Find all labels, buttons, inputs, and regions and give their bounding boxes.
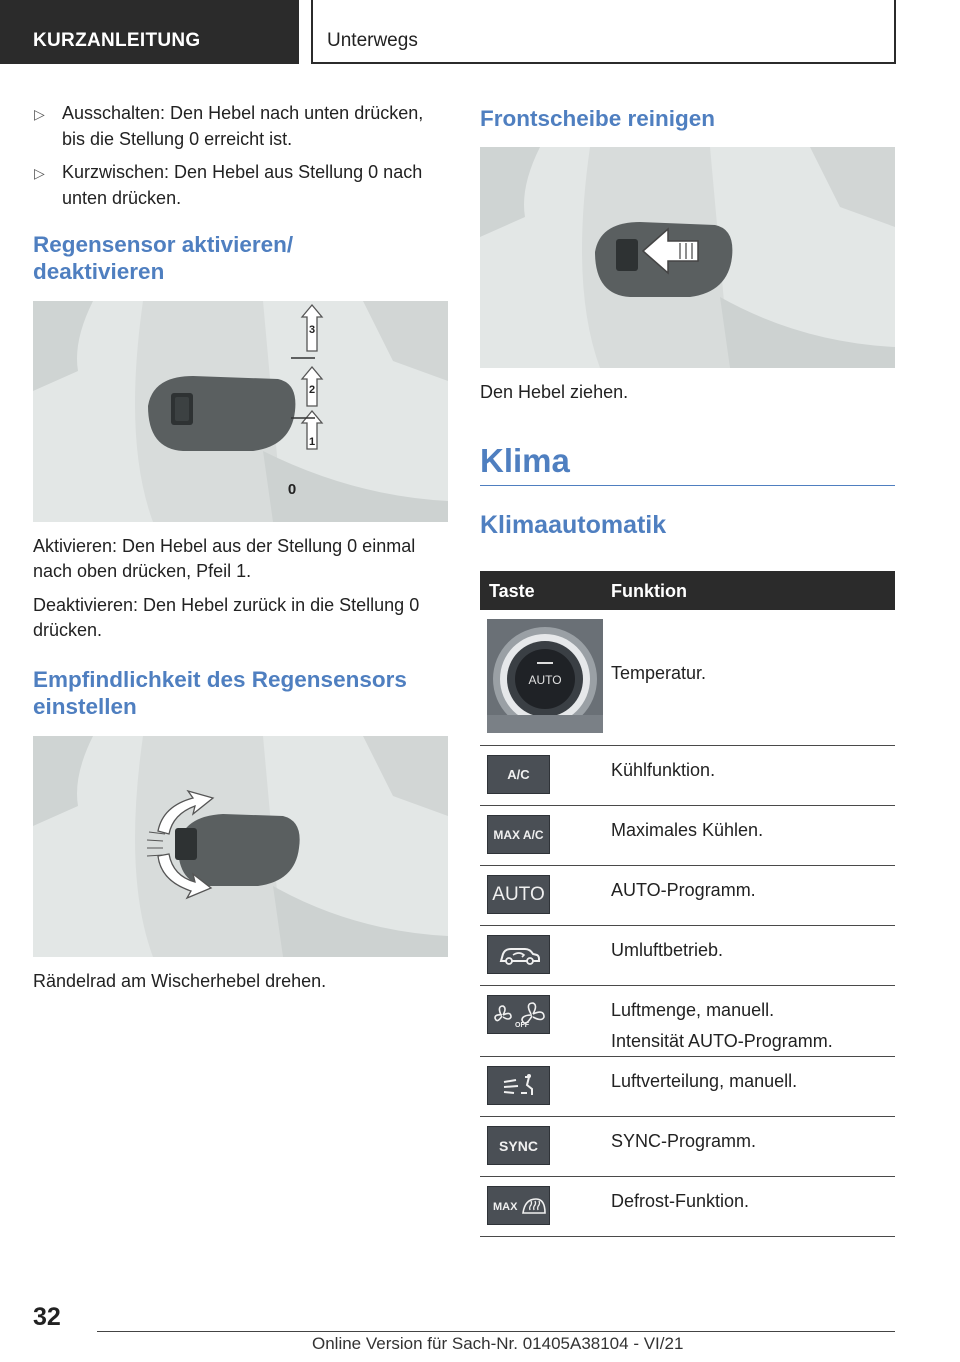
svg-text:1: 1	[308, 436, 316, 448]
fn-auto: AUTO-Programm.	[611, 880, 756, 900]
triangle-bullet-icon: ▷	[34, 106, 45, 122]
footer-divider	[97, 1331, 895, 1332]
windscreen-wash-image	[480, 147, 895, 368]
windscreen-heading: Frontscheibe reinigen	[480, 106, 716, 131]
thumbwheel-image	[33, 736, 448, 957]
max-ac-button-icon: MAX A/C	[487, 815, 550, 854]
header-section: KURZANLEITUNG	[0, 0, 299, 64]
fn-defrost: Defrost-Funktion.	[611, 1191, 750, 1211]
rain-deactivate-text: Deaktivieren: Den Hebel zurück in die Stellung 0 drücken.	[33, 595, 420, 640]
table-row-airflow	[480, 1057, 895, 1117]
fn-airflow: Luftverteilung, manuell.	[611, 1071, 798, 1091]
table-row-temperature	[480, 610, 895, 746]
table-row-auto	[480, 866, 895, 926]
table-row-max-ac	[480, 806, 895, 866]
col-funktion: Funktion	[611, 581, 687, 601]
table-header	[480, 571, 895, 610]
footer-online-version: Online Version für Sach-Nr. 01405A38104 - VI/21	[312, 1334, 684, 1353]
recirculation-icon	[487, 935, 550, 974]
fn-sync: SYNC-Programm.	[611, 1131, 757, 1151]
klima-title: Klima	[480, 442, 570, 479]
svg-text:AUTO: AUTO	[528, 673, 562, 687]
temperature-knob-icon	[487, 619, 603, 733]
fn-fan: Luftmenge, manuell.	[611, 1000, 775, 1020]
sensitivity-heading: Empfindlichkeit des Regensensors einstellen	[33, 667, 407, 719]
svg-text:MAX: MAX	[492, 1200, 517, 1213]
fan-icon	[487, 995, 550, 1034]
auto-button-icon: AUTO	[487, 875, 550, 914]
rain-activate-text: Aktivieren: Den Hebel aus der Stellung 0 einmal nach oben drücken, Pfeil 1.	[33, 536, 416, 581]
table-row-recirculation	[480, 926, 895, 986]
svg-text:0: 0	[287, 481, 297, 498]
svg-text:OFF: OFF	[514, 1021, 529, 1029]
header-chapter: Unterwegs	[311, 0, 896, 64]
svg-text:2: 2	[308, 384, 316, 396]
air-distribution-icon	[487, 1066, 550, 1105]
table-row-sync	[480, 1117, 895, 1177]
defrost-icon	[487, 1186, 550, 1225]
page-number: 32	[33, 1303, 61, 1331]
fn-ac: Kühlfunktion.	[611, 760, 716, 780]
bullet-item: ▷ Ausschalten: Den Hebel nach unten drücken, bis die Stellung 0 erreicht ist.	[34, 103, 424, 149]
bullet-item: ▷ Kurzwischen: Den Hebel aus Stellung 0 nach unten drücken.	[34, 162, 423, 208]
thumbwheel-text: Rändelrad am Wischerhebel drehen.	[33, 971, 327, 991]
wiper-bullet-list	[33, 100, 448, 211]
fn-fan-intensity: Intensität AUTO-Programm.	[611, 1031, 833, 1051]
table-row-ac	[480, 746, 895, 806]
rain-sensor-heading: Regensensor aktivieren/ deaktivieren	[33, 232, 294, 284]
ac-button-icon: A/C	[487, 755, 550, 794]
right-column	[480, 100, 895, 539]
triangle-bullet-icon: ▷	[34, 165, 45, 181]
windscreen-wash-text: Den Hebel ziehen.	[480, 382, 629, 402]
sync-button-icon: SYNC	[487, 1126, 550, 1165]
fn-temperature: Temperatur.	[611, 663, 707, 683]
fn-max-ac: Maximales Kühlen.	[611, 820, 764, 840]
table-row-fan	[480, 986, 895, 1057]
table-row-defrost	[480, 1177, 895, 1237]
rain-sensor-image	[33, 301, 448, 522]
climate-table	[480, 571, 895, 1237]
klima-divider	[480, 485, 895, 486]
fn-recirculation: Umluftbetrieb.	[611, 940, 724, 960]
klimaautomatik-heading: Klimaautomatik	[480, 511, 667, 539]
col-taste: Taste	[489, 581, 535, 601]
svg-text:3: 3	[308, 324, 316, 336]
left-column	[33, 100, 448, 994]
